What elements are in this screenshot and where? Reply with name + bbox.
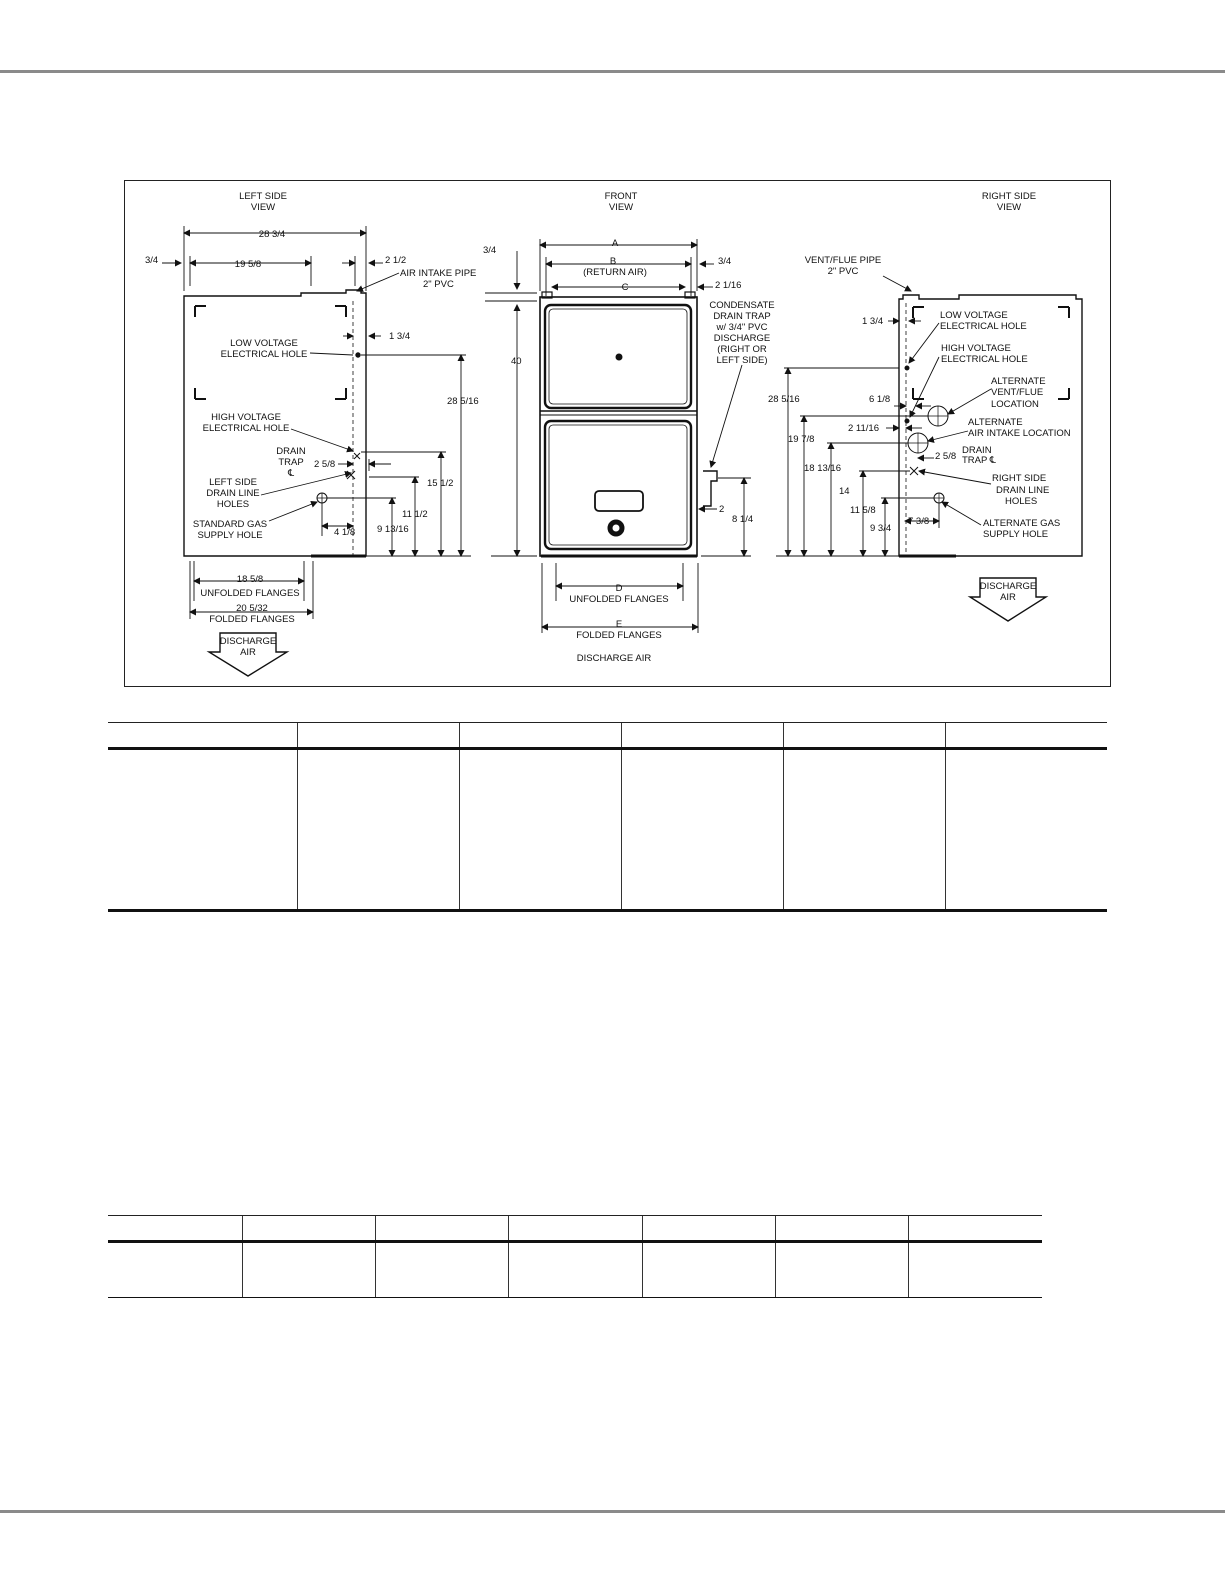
condensate-label: CONDENSATE DRAIN TRAP w/ 3/4" PVC DISCHARGE (RIGHT OR LEFT SIDE) bbox=[709, 300, 775, 366]
table-header-cell bbox=[508, 1216, 642, 1242]
dim-7-3-8: 7 3/8 bbox=[908, 516, 930, 527]
bottom-rule bbox=[0, 1510, 1225, 1513]
vent-flue-label: VENT/FLUE PIPE 2" PVC bbox=[804, 255, 882, 277]
right-discharge-label: DISCHARGE AIR bbox=[979, 581, 1037, 603]
dim-2-5-8-left: 2 5/8 bbox=[314, 459, 336, 470]
front-view-title: FRONT VIEW bbox=[604, 191, 638, 213]
table-cell bbox=[783, 749, 945, 911]
dim-20-5-32: 20 5/32 bbox=[236, 603, 268, 614]
top-rule bbox=[0, 70, 1225, 73]
table-cell bbox=[908, 1242, 1042, 1298]
dim-2-5-8-right: 2 5/8 bbox=[935, 451, 957, 462]
right-low-voltage-label: LOW VOLTAGE ELECTRICAL HOLE bbox=[940, 310, 1027, 332]
table-cell bbox=[945, 749, 1107, 911]
table-cell bbox=[375, 1242, 508, 1298]
dim-15-1-2: 15 1/2 bbox=[427, 478, 454, 489]
table-cell bbox=[242, 1242, 375, 1298]
dim-40: 40 bbox=[511, 356, 522, 367]
dim-28-5-16-left: 28 5/16 bbox=[447, 396, 479, 407]
dim-3-4-front-right: 3/4 bbox=[718, 256, 732, 267]
table-row bbox=[108, 1242, 1042, 1298]
drain-trap-label: DRAIN TRAP ℄ bbox=[276, 446, 306, 479]
alt-air-intake-label: ALTERNATE AIR INTAKE LOCATION bbox=[968, 417, 1071, 439]
dim-B: B bbox=[609, 256, 617, 267]
dim-E: E bbox=[615, 619, 623, 630]
table-cell bbox=[508, 1242, 642, 1298]
alt-vent-label: ALTERNATE VENT/FLUE LOCATION bbox=[991, 376, 1046, 410]
dim-C: C bbox=[621, 282, 629, 293]
table-header-row bbox=[108, 1216, 1042, 1242]
dim-6-1-8: 6 1/8 bbox=[869, 394, 891, 405]
dim-9-13-16: 9 13/16 bbox=[377, 524, 409, 535]
right-high-voltage-label: HIGH VOLTAGE ELECTRICAL HOLE bbox=[941, 343, 1028, 365]
dim-2-front: 2 bbox=[719, 504, 725, 515]
front-folded-label: FOLDED FLANGES bbox=[576, 630, 662, 641]
standard-gas-label: STANDARD GAS SUPPLY HOLE bbox=[192, 519, 268, 541]
table-header-cell bbox=[297, 723, 459, 749]
dim-2-11-16: 2 11/16 bbox=[848, 423, 879, 434]
left-folded-label: FOLDED FLANGES bbox=[209, 614, 295, 625]
table-cell bbox=[108, 1242, 242, 1298]
dim-19-5-8: 19 5/8 bbox=[234, 259, 262, 270]
table-header-row bbox=[108, 723, 1107, 749]
left-discharge-label: DISCHARGE AIR bbox=[219, 636, 277, 658]
table-row bbox=[108, 749, 1107, 911]
table-header-cell bbox=[642, 1216, 775, 1242]
table-cell bbox=[459, 749, 621, 911]
alt-gas-label: ALTERNATE GAS SUPPLY HOLE bbox=[983, 518, 1061, 540]
second-table bbox=[108, 1215, 1042, 1298]
dim-28-5-16-right: 28 5/16 bbox=[768, 394, 800, 405]
return-air-label: (RETURN AIR) bbox=[583, 267, 647, 278]
front-discharge-label: DISCHARGE AIR bbox=[576, 653, 652, 664]
table-header-cell bbox=[375, 1216, 508, 1242]
right-drain-trap-label: DRAIN TRAP ℄ bbox=[962, 445, 996, 466]
table-header-cell bbox=[775, 1216, 908, 1242]
dim-3-4-front-left: 3/4 bbox=[483, 245, 497, 256]
dim-4-1-8: 4 1/8 bbox=[334, 527, 356, 538]
table-header-cell bbox=[242, 1216, 375, 1242]
left-view-title: LEFT SIDE VIEW bbox=[239, 191, 287, 213]
table-header-cell bbox=[908, 1216, 1042, 1242]
high-voltage-label: HIGH VOLTAGE ELECTRICAL HOLE bbox=[202, 412, 290, 434]
left-unfolded-label: UNFOLDED FLANGES bbox=[200, 588, 300, 599]
table-cell bbox=[775, 1242, 908, 1298]
dim-1-3-4-right: 1 3/4 bbox=[862, 316, 884, 327]
table-cell bbox=[642, 1242, 775, 1298]
dim-18-13-16: 18 13/16 bbox=[804, 463, 841, 474]
table-cell bbox=[108, 749, 297, 911]
dim-9-3-4: 9 3/4 bbox=[870, 523, 892, 534]
dimension-figure bbox=[124, 180, 1111, 687]
right-view-title: RIGHT SIDE VIEW bbox=[981, 191, 1037, 213]
dim-8-1-4: 8 1/4 bbox=[732, 514, 754, 525]
dim-A: A bbox=[611, 238, 619, 249]
dimensions-table bbox=[108, 722, 1107, 912]
dim-D: D bbox=[615, 583, 623, 594]
table-header-cell bbox=[621, 723, 783, 749]
table-header-cell bbox=[459, 723, 621, 749]
dim-11-1-2: 11 1/2 bbox=[402, 509, 428, 520]
dim-11-5-8: 11 5/8 bbox=[850, 505, 876, 516]
table-header-cell bbox=[108, 723, 297, 749]
air-intake-label: AIR INTAKE PIPE 2" PVC bbox=[400, 268, 477, 290]
table-header-cell bbox=[945, 723, 1107, 749]
dim-3-4-left: 3/4 bbox=[145, 255, 159, 266]
right-side-drain-label: RIGHT SIDE DRAIN LINE HOLES bbox=[992, 473, 1050, 507]
table-header-cell bbox=[108, 1216, 242, 1242]
table-cell bbox=[297, 749, 459, 911]
front-view bbox=[540, 292, 717, 556]
table-header-cell bbox=[783, 723, 945, 749]
dim-2-1-16: 2 1/16 bbox=[715, 280, 742, 291]
dim-19-7-8: 19 7/8 bbox=[788, 434, 815, 445]
dim-2-1-2: 2 1/2 bbox=[385, 255, 407, 266]
dim-1-3-4-left: 1 3/4 bbox=[389, 331, 411, 342]
table-cell bbox=[621, 749, 783, 911]
front-unfolded-label: UNFOLDED FLANGES bbox=[569, 594, 669, 605]
dim-28-3-4: 28 3/4 bbox=[258, 229, 286, 240]
low-voltage-label: LOW VOLTAGE ELECTRICAL HOLE bbox=[220, 338, 308, 360]
dim-18-5-8: 18 5/8 bbox=[236, 574, 264, 585]
left-drain-label: LEFT SIDE DRAIN LINE HOLES bbox=[206, 477, 260, 510]
dim-14: 14 bbox=[839, 486, 850, 497]
